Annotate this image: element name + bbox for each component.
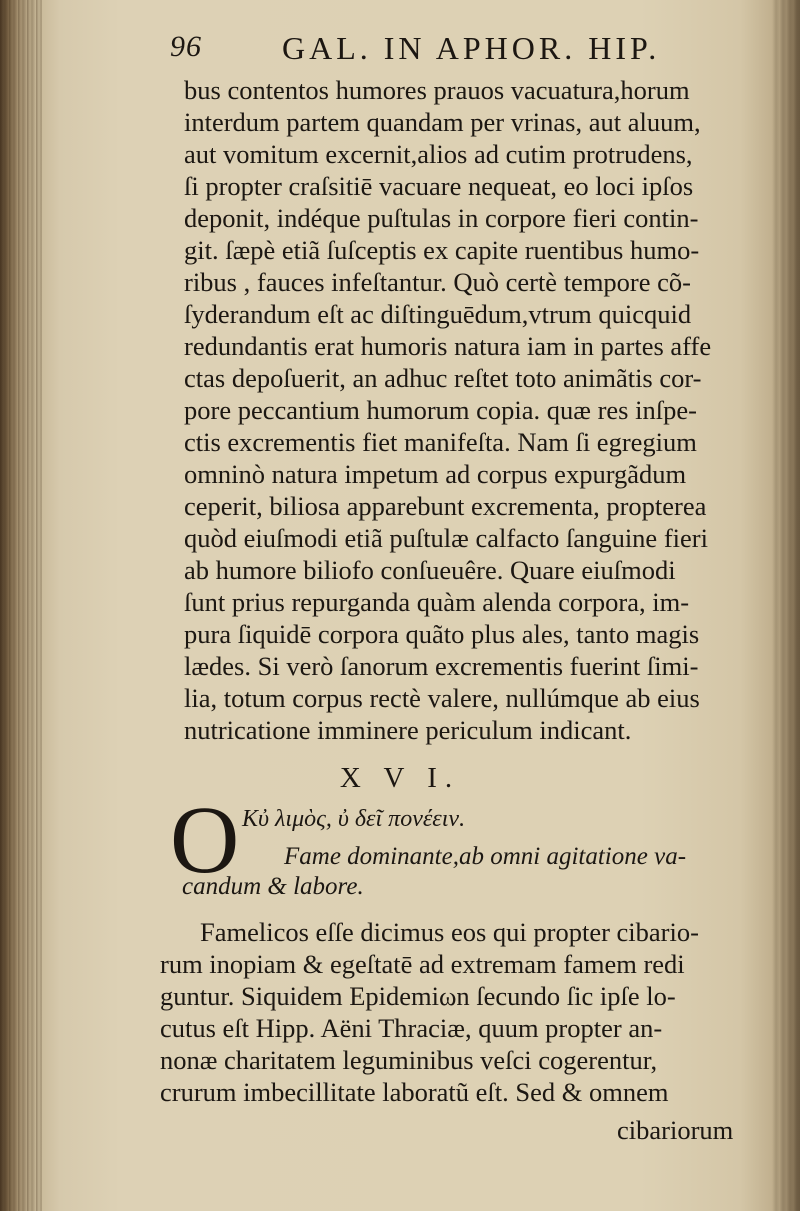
aphorism-latin-line: candum & labore. <box>182 873 364 900</box>
text-line: interdum partem quandam per vrinas, aut aluum, <box>184 107 701 137</box>
text-line: nonæ charitatem leguminibus veſci cogerentur, <box>160 1045 658 1075</box>
aphorism-latin-line: Fame dominante,ab omni agitatione va- <box>284 843 687 870</box>
drop-cap: O <box>170 786 240 893</box>
aphorism-greek: Κὐ λιμὸς, ὐ δεῖ πονέειν. <box>242 806 466 832</box>
text-line: ſunt prius repurganda quàm alenda corpora, im- <box>184 587 690 617</box>
text-line: cutus eſt Hipp. Aëni Thraciæ, quum propter an- <box>160 1013 663 1043</box>
text-line: guntur. Siquidem Epidemiωn ſecundo ſic ipſe lo- <box>160 981 676 1011</box>
text-line: rum inopiam & egeſtatē ad extremam famem redi <box>160 949 685 979</box>
text-line: ſi propter craſsitiē vacuare nequeat, eo loci ipſos <box>184 171 694 201</box>
text-line: crurum imbecillitate laboratũ eſt. Sed & omnem <box>160 1077 669 1107</box>
running-head: GAL. IN APHOR. HIP. <box>282 30 661 66</box>
text-line: pura ſiquidē corpora quãto plus ales, tanto magis <box>184 619 700 649</box>
page-header <box>170 22 720 72</box>
text-line: lia, totum corpus rectè valere, nullúmque ab eius <box>184 683 700 713</box>
text-line: git. ſæpè etiã ſuſceptis ex capite ruentibus humo- <box>184 235 700 265</box>
text-line: ab humore biliofo conſueuêre. Quare eiuſmodi <box>184 555 676 585</box>
text-line: aut vomitum excernit,alios ad cutim protrudens, <box>184 139 693 169</box>
text-line: bus contentos humores prauos vacuatura,horum <box>184 75 690 105</box>
text-line: deponit, indéque puſtulas in corpore fieri contin- <box>184 203 699 233</box>
page-edge <box>772 0 800 1211</box>
text-line: nutricatione imminere periculum indicant. <box>184 715 632 745</box>
text-line: redundantis erat humoris natura iam in partes affe <box>184 331 712 361</box>
binding-gutter <box>0 0 42 1211</box>
text-line: ceperit, biliosa apparebunt excrementa, propterea <box>184 491 707 521</box>
text-line: ſyderandum eſt ac diſtinguēdum,vtrum quicquid <box>184 299 692 329</box>
text-line: ctis excrementis fiet manifeſta. Nam ſi egregium <box>184 427 697 457</box>
text-line: pore peccantium humorum copia. quæ res inſpe- <box>184 395 697 425</box>
text-line: ribus , fauces infeſtantur. Quò certè tempore cõ- <box>184 267 691 297</box>
aphorism-number: X V I. <box>339 762 461 794</box>
text-line: omninò natura impetum ad corpus expurgãdum <box>184 459 687 489</box>
page-number: 96 <box>170 30 202 63</box>
text-line: lædes. Si verò ſanorum excrementis fuerint ſimi- <box>184 651 699 681</box>
text-line: ctas depoſuerit, an adhuc reſtet toto animãtis cor- <box>184 363 702 393</box>
text-line: quòd eiuſmodi etiã puſtulæ calfacto ſanguine fieri <box>184 523 708 553</box>
catchword: cibariorum <box>617 1115 734 1145</box>
text-line: Famelicos eſſe dicimus eos qui propter cibario- <box>200 917 699 947</box>
